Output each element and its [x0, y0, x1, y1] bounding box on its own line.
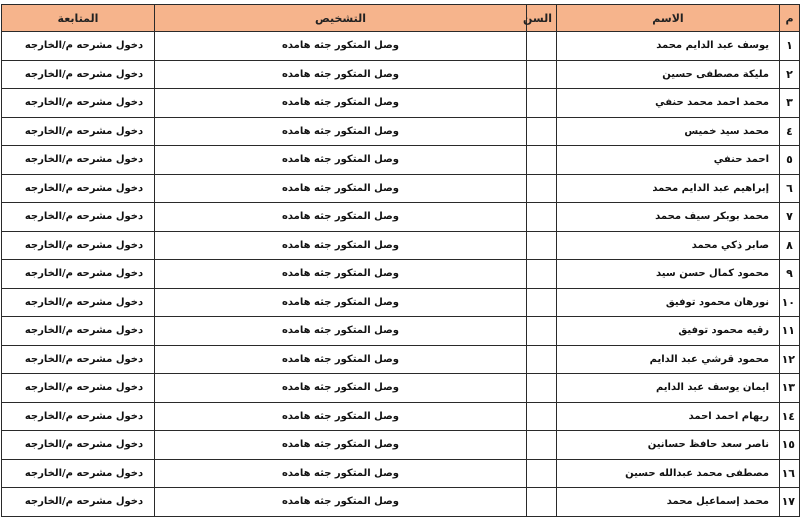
cell-followup: دخول مشرحه م/الخارجه: [2, 60, 155, 89]
cell-age: [527, 146, 557, 175]
cell-diagnosis: وصل المتكور جثه هامده: [155, 174, 527, 203]
cell-diagnosis: وصل المتكور جثه هامده: [155, 345, 527, 374]
cell-followup: دخول مشرحه م/الخارجه: [2, 146, 155, 175]
cell-name: مصطفى محمد عبدالله حسين: [557, 459, 780, 488]
cell-name: محمود قرشي عبد الدايم: [557, 345, 780, 374]
cell-name: ريهام احمد احمد: [557, 402, 780, 431]
cell-name: إبراهيم عبد الدايم محمد: [557, 174, 780, 203]
cell-followup: دخول مشرحه م/الخارجه: [2, 459, 155, 488]
cell-followup: دخول مشرحه م/الخارجه: [2, 32, 155, 61]
cell-name: محمود كمال حسن سيد: [557, 260, 780, 289]
table-row: [2, 431, 800, 460]
cell-name: رقيه محمود توفيق: [557, 317, 780, 346]
cell-followup: دخول مشرحه م/الخارجه: [2, 488, 155, 517]
cell-name: مليكة مصطفى حسين: [557, 60, 780, 89]
header-age: السن: [527, 5, 557, 32]
cell-num: ٢: [780, 60, 800, 89]
cell-age: [527, 260, 557, 289]
cell-name: نورهان محمود توفيق: [557, 288, 780, 317]
cell-followup: دخول مشرحه م/الخارجه: [2, 174, 155, 203]
cell-age: [527, 488, 557, 517]
cell-age: [527, 459, 557, 488]
cell-name: ايمان يوسف عبد الدايم: [557, 374, 780, 403]
cell-age: [527, 374, 557, 403]
cell-diagnosis: وصل المتكور جثه هامده: [155, 431, 527, 460]
cell-followup: دخول مشرحه م/الخارجه: [2, 345, 155, 374]
cell-followup: دخول مشرحه م/الخارجه: [2, 374, 155, 403]
cell-diagnosis: وصل المتكور جثه هامده: [155, 488, 527, 517]
cell-num: ٧: [780, 203, 800, 232]
cell-name: محمد إسماعيل محمد: [557, 488, 780, 517]
table-row: [2, 317, 800, 346]
cell-name: محمد احمد محمد حنفي: [557, 89, 780, 118]
cell-num: ١٦: [780, 459, 800, 488]
cell-followup: دخول مشرحه م/الخارجه: [2, 288, 155, 317]
cell-age: [527, 60, 557, 89]
cell-age: [527, 317, 557, 346]
table-row: [2, 117, 800, 146]
cell-age: [527, 402, 557, 431]
cell-age: [527, 32, 557, 61]
cell-diagnosis: وصل المتكور جثه هامده: [155, 231, 527, 260]
table-row: [2, 146, 800, 175]
table-row: [2, 203, 800, 232]
cell-num: ١١: [780, 317, 800, 346]
cell-name: يوسف عبد الدايم محمد: [557, 32, 780, 61]
table-row: [2, 459, 800, 488]
cell-age: [527, 174, 557, 203]
cell-diagnosis: وصل المتكور جثه هامده: [155, 260, 527, 289]
header-diagnosis: التشخيص: [155, 5, 527, 32]
header-followup: المتابعة: [2, 5, 155, 32]
cell-num: ١٢: [780, 345, 800, 374]
cell-num: ٨: [780, 231, 800, 260]
cell-age: [527, 117, 557, 146]
table-row: [2, 32, 800, 61]
table-row: [2, 402, 800, 431]
records-table: [1, 4, 800, 517]
cell-num: ١٣: [780, 374, 800, 403]
cell-age: [527, 288, 557, 317]
cell-age: [527, 89, 557, 118]
cell-followup: دخول مشرحه م/الخارجه: [2, 89, 155, 118]
cell-followup: دخول مشرحه م/الخارجه: [2, 317, 155, 346]
cell-num: ٣: [780, 89, 800, 118]
cell-diagnosis: وصل المتكور جثه هامده: [155, 60, 527, 89]
cell-num: ١٥: [780, 431, 800, 460]
table-row: [2, 345, 800, 374]
cell-followup: دخول مشرحه م/الخارجه: [2, 260, 155, 289]
table-row: [2, 288, 800, 317]
cell-diagnosis: وصل المتكور جثه هامده: [155, 89, 527, 118]
cell-name: محمد بوبكر سيف محمد: [557, 203, 780, 232]
cell-followup: دخول مشرحه م/الخارجه: [2, 402, 155, 431]
cell-followup: دخول مشرحه م/الخارجه: [2, 431, 155, 460]
table-row: [2, 60, 800, 89]
table-row: [2, 488, 800, 517]
table-row: [2, 260, 800, 289]
cell-name: محمد سيد خميس: [557, 117, 780, 146]
cell-diagnosis: وصل المتكور جثه هامده: [155, 288, 527, 317]
cell-followup: دخول مشرحه م/الخارجه: [2, 117, 155, 146]
cell-num: ٩: [780, 260, 800, 289]
table-row: [2, 89, 800, 118]
cell-diagnosis: وصل المتكور جثه هامده: [155, 317, 527, 346]
cell-diagnosis: وصل المتكور جثه هامده: [155, 117, 527, 146]
cell-name: صابر ذكي محمد: [557, 231, 780, 260]
cell-followup: دخول مشرحه م/الخارجه: [2, 203, 155, 232]
header-name: الاسم: [557, 5, 780, 32]
cell-name: ناصر سعد حافظ حسانين: [557, 431, 780, 460]
cell-age: [527, 203, 557, 232]
cell-diagnosis: وصل المتكور جثه هامده: [155, 402, 527, 431]
cell-num: ٦: [780, 174, 800, 203]
table-row: [2, 174, 800, 203]
cell-name: احمد حنفي: [557, 146, 780, 175]
header-num: م: [780, 5, 800, 32]
table-body: [2, 32, 800, 517]
cell-diagnosis: وصل المتكور جثه هامده: [155, 146, 527, 175]
cell-age: [527, 431, 557, 460]
cell-diagnosis: وصل المتكور جثه هامده: [155, 459, 527, 488]
cell-num: ١٠: [780, 288, 800, 317]
cell-num: ١٤: [780, 402, 800, 431]
table-row: [2, 374, 800, 403]
cell-diagnosis: وصل المتكور جثه هامده: [155, 32, 527, 61]
cell-num: ٤: [780, 117, 800, 146]
cell-num: ١: [780, 32, 800, 61]
cell-age: [527, 231, 557, 260]
table-row: [2, 231, 800, 260]
cell-num: ٥: [780, 146, 800, 175]
cell-age: [527, 345, 557, 374]
cell-diagnosis: وصل المتكور جثه هامده: [155, 374, 527, 403]
cell-diagnosis: وصل المتكور جثه هامده: [155, 203, 527, 232]
cell-num: ١٧: [780, 488, 800, 517]
cell-followup: دخول مشرحه م/الخارجه: [2, 231, 155, 260]
header-row: [2, 5, 800, 32]
